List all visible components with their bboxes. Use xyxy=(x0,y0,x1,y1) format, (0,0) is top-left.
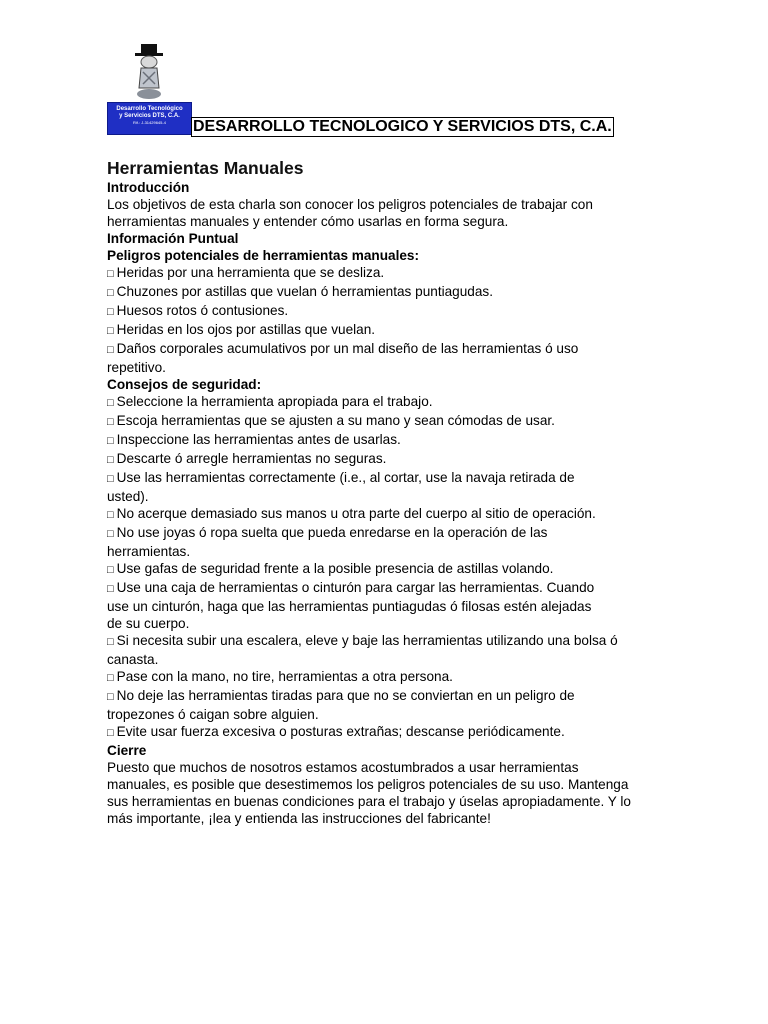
list-item: □ Huesos rotos ó contusiones. xyxy=(107,302,652,321)
logo-line-1: Desarrollo Tecnológico xyxy=(116,106,183,112)
text-line: sus herramientas en buenas condiciones para el trabajo y úselas apropiadamente. Y lo xyxy=(107,794,631,809)
logo-line-2: y Servicios DTS, C.A. xyxy=(119,113,180,119)
list-item: □ Si necesita subir una escalera, eleve y baje las herramientas utilizando una bolsa ó xyxy=(107,632,652,651)
document-body xyxy=(107,157,652,827)
list-item: □ No use joyas ó ropa suelta que pueda enredarse en la operación de las xyxy=(107,524,652,543)
tips-heading: Consejos de seguridad: xyxy=(107,377,262,392)
list-item-continuation: repetitivo. xyxy=(107,360,166,375)
document-title: Herramientas Manuales xyxy=(107,158,304,178)
list-item: □ Use gafas de seguridad frente a la posible presencia de astillas volando. xyxy=(107,560,652,579)
list-item: □ Chuzones por astillas que vuelan ó herramientas puntiagudas. xyxy=(107,283,652,302)
intro-heading: Introducción xyxy=(107,180,190,195)
text-line: Los objetivos de esta charla son conocer los peligros potenciales de trabajar con xyxy=(107,197,593,212)
list-item-continuation: canasta. xyxy=(107,652,159,667)
list-item-continuation: use un cinturón, haga que las herramientas puntiagudas ó filosas estén alejadas xyxy=(107,599,592,614)
list-item-continuation: herramientas. xyxy=(107,544,191,559)
info-heading: Información Puntual xyxy=(107,231,239,246)
text-line: más importante, ¡lea y entienda las instrucciones del fabricante! xyxy=(107,811,491,826)
list-item: □ Inspeccione las herramientas antes de usarlas. xyxy=(107,431,652,450)
list-item-continuation: tropezones ó caigan sobre alguien. xyxy=(107,707,319,722)
list-item: □ Evite usar fuerza excesiva o posturas extrañas; descanse periódicamente. xyxy=(107,723,652,742)
list-item: □ Use una caja de herramientas o cinturón para cargar las herramientas. Cuando xyxy=(107,579,652,598)
list-item: □ Escoja herramientas que se ajusten a su mano y sean cómodas de usar. xyxy=(107,412,652,431)
list-item: □ Heridas por una herramienta que se desliza. xyxy=(107,264,652,283)
list-item: □ Pase con la mano, no tire, herramientas a otra persona. xyxy=(107,668,652,687)
list-item-continuation: de su cuerpo. xyxy=(107,616,190,631)
hazards-list xyxy=(107,264,652,376)
list-item-continuation: usted). xyxy=(107,489,149,504)
list-item: □ Descarte ó arregle herramientas no seguras. xyxy=(107,450,652,469)
text-line: Puesto que muchos de nosotros estamos acostumbrados a usar herramientas xyxy=(107,760,579,775)
tips-list xyxy=(107,393,652,742)
logo-line-3: Rif.: J-31429645-4 xyxy=(133,120,166,125)
intro-text xyxy=(107,196,652,230)
company-name-header: DESARROLLO TECNOLOGICO Y SERVICIOS DTS, C.A. xyxy=(193,118,612,135)
closing-text xyxy=(107,759,652,827)
text-line: manuales, es posible que desestimemos los peligros potenciales de su uso. Mantenga xyxy=(107,777,629,792)
list-item: □ No deje las herramientas tiradas para que no se conviertan en un peligro de xyxy=(107,687,652,706)
list-item: □ Daños corporales acumulativos por un mal diseño de las herramientas ó uso xyxy=(107,340,652,359)
closing-heading: Cierre xyxy=(107,743,147,758)
company-logo xyxy=(107,44,192,135)
logo-badge xyxy=(107,102,192,135)
top-hat-mascot-icon xyxy=(129,44,169,102)
text-line: herramientas manuales y entender cómo usarlas en forma segura. xyxy=(107,214,509,229)
hazards-heading: Peligros potenciales de herramientas manuales: xyxy=(107,248,420,263)
list-item: □ Heridas en los ojos por astillas que vuelan. xyxy=(107,321,652,340)
list-item: □ Use las herramientas correctamente (i.e., al cortar, use la navaja retirada de xyxy=(107,469,652,488)
list-item: □ No acerque demasiado sus manos u otra parte del cuerpo al sitio de operación. xyxy=(107,505,652,524)
list-item: □ Seleccione la herramienta apropiada para el trabajo. xyxy=(107,393,652,412)
